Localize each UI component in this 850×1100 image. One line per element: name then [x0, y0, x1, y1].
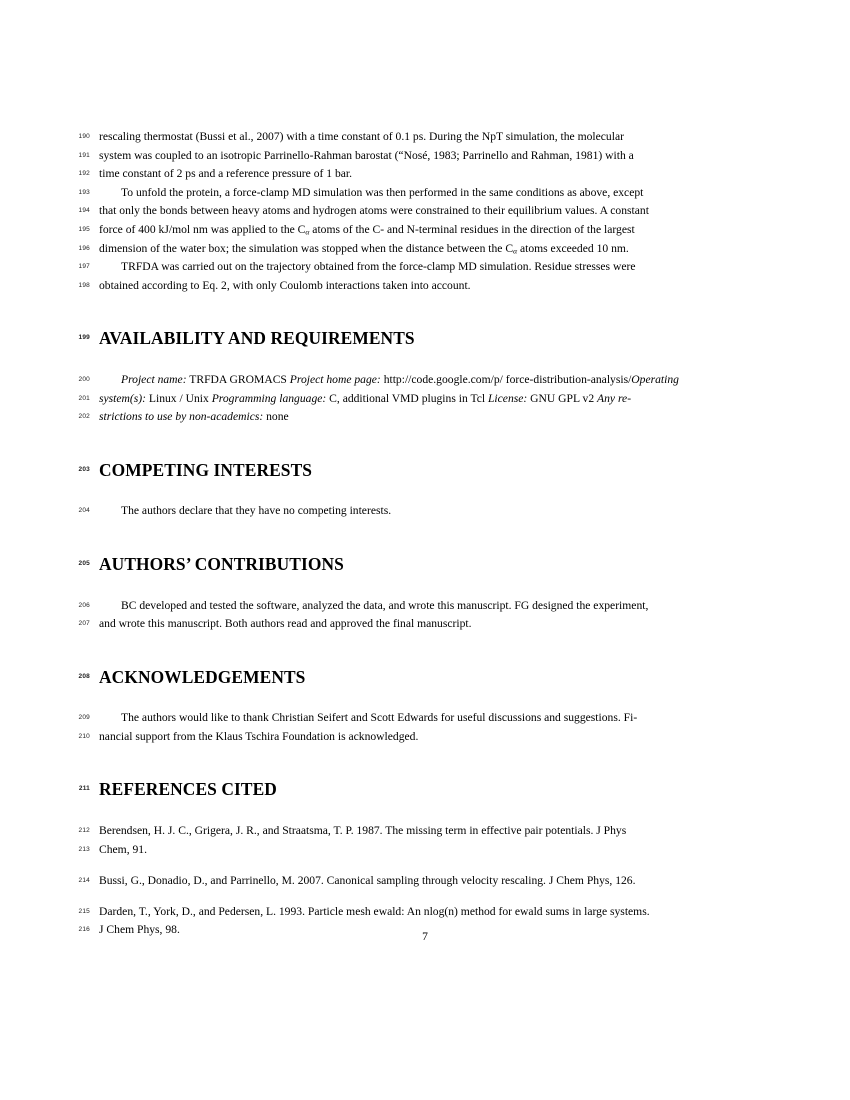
line-text: system was coupled to an isotropic Parrinello-Rahman barostat (“Nosé, 1983; Parrinello and Rahman, 1981) with a — [99, 148, 634, 162]
line-text: nancial support from the Klaus Tschira Foundation is acknowledged. — [99, 729, 419, 743]
line-number: 207 — [78, 620, 90, 628]
text-line — [78, 240, 751, 259]
text-line — [78, 841, 751, 860]
text-line — [78, 502, 751, 521]
line-text-a: force of 400 kJ/mol nm was applied to the C — [99, 222, 306, 236]
heading-text: REFERENCES CITED — [99, 779, 277, 800]
text-line — [78, 390, 751, 409]
text-line — [78, 202, 751, 221]
reference-entry — [78, 872, 751, 891]
value-programming-language: C, additional VMD plugins in Tcl — [326, 391, 488, 405]
paragraph-competing-interests — [78, 502, 751, 521]
text-line — [78, 221, 751, 240]
paragraph-authors-contributions — [78, 597, 751, 634]
value-license: GNU GPL v2 — [527, 391, 598, 405]
line-text: BC developed and tested the software, analyzed the data, and wrote this manuscript. FG designed the experiment, — [121, 598, 649, 612]
line-number: 211 — [78, 785, 90, 793]
text-line — [78, 597, 751, 616]
line-number: 201 — [78, 394, 90, 402]
value-operating-system: Linux / Unix — [146, 391, 212, 405]
line-number: 197 — [78, 263, 90, 271]
line-number: 206 — [78, 601, 90, 609]
label-project-home-page: Project home page: — [289, 372, 381, 386]
subscript-alpha: α — [305, 227, 310, 237]
page-content — [78, 128, 751, 940]
text-line — [78, 128, 751, 147]
text-line — [78, 615, 751, 634]
text-line — [78, 872, 751, 891]
paragraph-methods-trfda — [78, 258, 751, 295]
label-operating-system: system(s): — [99, 391, 147, 405]
label-any-restrictions-wrap: Any re- — [597, 391, 632, 405]
reference-text: Chem, 91. — [99, 842, 147, 856]
paragraph-acknowledgements — [78, 709, 751, 746]
spacer — [99, 295, 751, 329]
line-number: 193 — [78, 188, 90, 196]
line-number: 215 — [78, 907, 90, 915]
text-line — [78, 822, 751, 841]
spacer — [99, 574, 751, 597]
spacer — [99, 799, 751, 822]
line-text: and wrote this manuscript. Both authors read and approved the final manuscript. — [99, 617, 472, 631]
line-number: 205 — [78, 559, 90, 567]
spacer — [99, 427, 751, 461]
line-text-b: atoms exceeded 10 nm. — [517, 241, 629, 255]
heading-text: AUTHORS’ CONTRIBUTIONS — [99, 553, 344, 574]
reference-text: Bussi, G., Donadio, D., and Parrinello, M. 2007. Canonical sampling through velocity rescaling. J Chem Phys, 126. — [99, 873, 636, 887]
section-heading-competing-interests — [78, 459, 751, 480]
line-number: 198 — [78, 281, 90, 289]
section-heading-authors-contributions — [78, 553, 751, 574]
line-number: 213 — [78, 845, 90, 853]
line-number: 199 — [78, 334, 90, 342]
text-line — [78, 371, 751, 390]
line-number: 191 — [78, 151, 90, 159]
spacer — [99, 348, 751, 371]
value-project-name: TRFDA GROMACS — [186, 372, 290, 386]
value-any-restrictions: none — [263, 410, 289, 424]
line-number: 208 — [78, 672, 90, 680]
line-text: The authors declare that they have no competing interests. — [121, 504, 392, 518]
spacer — [99, 634, 751, 668]
text-line — [78, 165, 751, 184]
spacer — [99, 859, 751, 872]
paragraph-methods-unfold — [78, 184, 751, 258]
value-project-home-page: http://code.google.com/p/ force-distribution-analysis/ — [380, 372, 632, 386]
line-number: 210 — [78, 732, 90, 740]
line-number: 200 — [78, 375, 90, 383]
section-heading-references-cited — [78, 779, 751, 800]
line-number: 216 — [78, 926, 90, 934]
section-heading-acknowledgements — [78, 666, 751, 687]
label-operating-wrap: Operating — [631, 372, 679, 386]
label-programming-language: Programming language: — [211, 391, 327, 405]
spacer — [99, 746, 751, 780]
reference-text: Berendsen, H. J. C., Grigera, J. R., and Straatsma, T. P. 1987. The missing term in effective pair potentials. J Phys — [99, 824, 627, 838]
line-text: The authors would like to thank Christian Seifert and Scott Edwards for useful discussions and suggestions. Fi- — [121, 711, 638, 725]
line-number: 196 — [78, 244, 90, 252]
line-text: rescaling thermostat (Bussi et al., 2007) with a time constant of 0.1 ps. During the NpT simulation, the molecular — [99, 130, 624, 143]
paragraph-availability — [78, 371, 751, 427]
line-number: 195 — [78, 225, 90, 233]
text-line — [78, 184, 751, 203]
text-line — [78, 728, 751, 747]
line-number: 192 — [78, 170, 90, 178]
text-line — [78, 258, 751, 277]
spacer — [99, 890, 751, 903]
page-number: 7 — [422, 930, 428, 943]
section-heading-availability — [78, 328, 751, 349]
heading-text: COMPETING INTERESTS — [99, 459, 313, 480]
line-number: 194 — [78, 207, 90, 215]
heading-text: AVAILABILITY AND REQUIREMENTS — [99, 328, 415, 349]
subscript-alpha: α — [513, 246, 518, 256]
label-project-name: Project name: — [121, 372, 187, 386]
text-line — [78, 408, 751, 427]
text-line — [78, 709, 751, 728]
spacer — [99, 686, 751, 709]
reference-text: Darden, T., York, D., and Pedersen, L. 1993. Particle mesh ewald: An nlog(n) method for ewald sums in large systems. — [99, 904, 650, 918]
line-text-b: atoms of the C- and N-terminal residues in the direction of the largest — [309, 222, 635, 236]
text-line — [78, 147, 751, 166]
line-number: 202 — [78, 413, 90, 421]
line-number: 214 — [78, 876, 90, 884]
line-text: obtained according to Eq. 2, with only Coulomb interactions taken into account. — [99, 278, 471, 292]
line-text: that only the bonds between heavy atoms and hydrogen atoms were constrained to their equilibrium values. A constant — [99, 204, 649, 218]
text-line — [78, 277, 751, 296]
heading-text: ACKNOWLEDGEMENTS — [99, 666, 306, 687]
reference-entry — [78, 822, 751, 859]
line-number: 203 — [78, 465, 90, 473]
line-number: 190 — [78, 133, 90, 140]
paragraph-methods-rescaling — [78, 128, 751, 184]
line-text-a: dimension of the water box; the simulation was stopped when the distance between the C — [99, 241, 514, 255]
text-line — [78, 903, 751, 922]
spacer — [99, 521, 751, 555]
line-number: 204 — [78, 507, 90, 515]
line-text: time constant of 2 ps and a reference pressure of 1 bar. — [99, 167, 353, 181]
label-any-restrictions: strictions to use by non-academics: — [99, 410, 264, 424]
line-text: TRFDA was carried out on the trajectory obtained from the force-clamp MD simulation. Residue stresses were — [121, 260, 636, 274]
line-text: To unfold the protein, a force-clamp MD simulation was then performed in the same conditions as above, except — [121, 185, 644, 199]
line-number: 209 — [78, 714, 90, 722]
label-license: License: — [487, 391, 528, 405]
reference-text: J Chem Phys, 98. — [99, 923, 180, 937]
spacer — [99, 479, 751, 502]
line-number: 212 — [78, 827, 90, 835]
